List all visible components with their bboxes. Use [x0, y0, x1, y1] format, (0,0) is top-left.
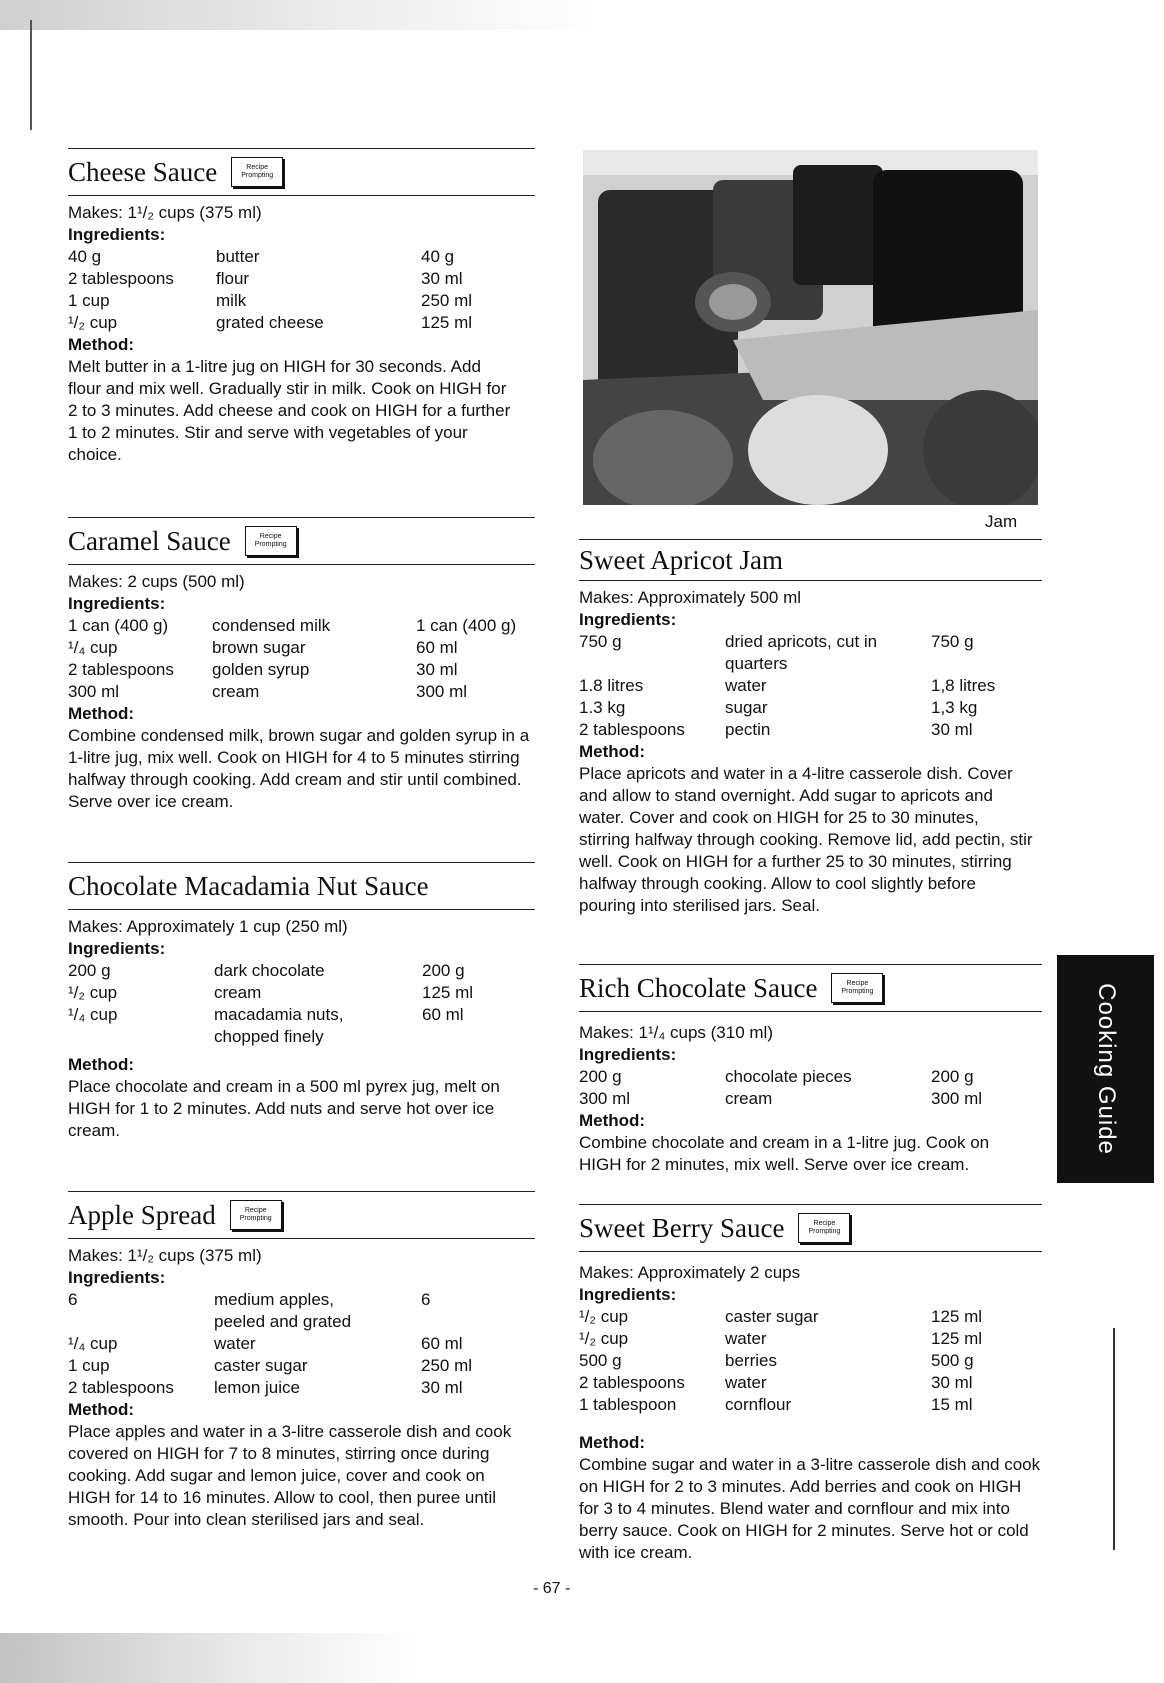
ingredient-name: lemon juice [214, 1378, 300, 1397]
recipe-title: Rich Chocolate Sauce [579, 972, 818, 1003]
ingredient-quantity: 1 can (400 g) [68, 616, 169, 635]
method-text: Combine condensed milk, brown sugar and golden syrup in a 1-litre jug, mix well. Cook on HIGH for 4 to 5 minutes stirring halfway through cooking. Add cream and stir until combined. Serve over ice cream. [68, 726, 530, 811]
recipe-sweet-apricot-jam [579, 539, 1042, 917]
ingredient-metric: 30 ml [931, 720, 973, 739]
ingredient-name: butter [216, 247, 260, 266]
makes-text: Makes: 1¹/₂ cups (375 ml) [68, 1246, 262, 1265]
ingredient-name: brown sugar [212, 638, 306, 657]
method-label: Method: [68, 1400, 135, 1419]
scan-shadow-top [0, 0, 600, 30]
makes-text: Makes: Approximately 2 cups [579, 1263, 801, 1282]
ingredient-name: water [725, 1373, 767, 1392]
jam-photo-illustration [583, 150, 1038, 505]
ingredient-quantity [579, 653, 725, 675]
ingredient-metric: 300 ml [931, 1089, 983, 1108]
method-label: Method: [68, 704, 135, 723]
method-text: Combine sugar and water in a 3-litre casserole dish and cook on HIGH for 2 to 3 minutes. Add berries and cook on HIGH for 3 to 4 minutes. Blend water and cornflour and mix into berry sauce. Cook on HIGH for 2 minutes. Serve hot or cold with ice cream. [579, 1455, 1041, 1562]
ingredient-metric: 1 can (400 g) [416, 616, 517, 635]
makes-text: Makes: 1¹/₂ cups (375 ml) [68, 203, 262, 222]
recipe-title: Sweet Apricot Jam [579, 544, 783, 575]
ingredients-table [68, 615, 535, 703]
ingredients-table [579, 1066, 1042, 1110]
ingredient-metric [421, 1311, 521, 1333]
ingredient-quantity: 1 cup [68, 291, 110, 310]
ingredient-quantity: 1 cup [68, 1356, 110, 1375]
ingredient-metric: 125 ml [422, 983, 474, 1002]
ingredient-metric: 60 ml [421, 1334, 463, 1353]
recipe-rich-chocolate-sauce [579, 964, 1042, 1176]
ingredient-quantity: 500 g [579, 1351, 622, 1370]
ingredient-name: grated cheese [216, 313, 324, 332]
margin-line [1113, 1328, 1115, 1550]
recipe-prompting-icon: Recipe Prompting [230, 1200, 282, 1230]
ingredient-metric: 30 ml [931, 1373, 973, 1392]
ingredient-name: dark chocolate [214, 961, 325, 980]
ingredient-metric: 1,8 litres [931, 676, 996, 695]
recipe-sweet-berry-sauce [579, 1204, 1042, 1564]
ingredient-name: cream [214, 983, 262, 1002]
ingredient-quantity: 2 tablespoons [68, 1378, 174, 1397]
ingredient-metric: 125 ml [931, 1307, 983, 1326]
ingredients-table [579, 631, 1042, 741]
ingredients-label: Ingredients: [68, 1268, 166, 1287]
ingredient-metric: 60 ml [422, 1005, 464, 1024]
ingredient-quantity: ¹/₄ cup [68, 638, 118, 657]
method-label: Method: [579, 1433, 646, 1452]
ingredient-metric: 6 [421, 1290, 431, 1309]
ingredient-name: golden syrup [212, 660, 310, 679]
recipe-chocolate-macadamia [68, 862, 535, 1142]
ingredient-quantity: ¹/₂ cup [579, 1329, 629, 1348]
ingredient-metric: 250 ml [421, 1356, 473, 1375]
ingredients-table [579, 1306, 1042, 1416]
ingredient-quantity: 40 g [68, 247, 102, 266]
ingredient-name: sugar [725, 698, 768, 717]
ingredient-name: dried apricots, cut in [725, 632, 878, 651]
recipe-title: Apple Spread [68, 1199, 216, 1230]
ingredient-name: chopped finely [214, 1027, 324, 1046]
recipe-header [579, 965, 1042, 1012]
ingredient-metric: 60 ml [416, 638, 458, 657]
ingredients-table [68, 246, 535, 334]
ingredients-table [68, 960, 535, 1048]
ingredient-quantity: 1 tablespoon [579, 1395, 677, 1414]
recipe-prompting-icon: Recipe Prompting [831, 973, 883, 1003]
ingredient-metric: 30 ml [421, 1378, 463, 1397]
ingredient-metric: 15 ml [931, 1395, 973, 1414]
ingredient-metric [931, 653, 1031, 675]
ingredient-name: water [725, 1329, 767, 1348]
recipe-header [68, 1192, 535, 1239]
recipe-caramel-sauce [68, 517, 535, 813]
recipe-prompting-icon: Recipe Prompting [798, 1213, 850, 1243]
ingredient-name: cream [725, 1089, 773, 1108]
recipe-title: Caramel Sauce [68, 525, 231, 556]
ingredient-metric: 30 ml [421, 269, 463, 288]
ingredient-metric: 40 g [421, 247, 455, 266]
ingredients-label: Ingredients: [579, 1045, 677, 1064]
ingredient-name: medium apples, [214, 1290, 335, 1309]
ingredients-label: Ingredients: [68, 225, 166, 244]
ingredient-quantity: 300 ml [579, 1089, 631, 1108]
ingredient-metric: 30 ml [416, 660, 458, 679]
ingredient-name: caster sugar [725, 1307, 819, 1326]
ingredient-quantity [68, 1026, 214, 1048]
ingredient-name: quarters [725, 654, 788, 673]
recipe-title: Chocolate Macadamia Nut Sauce [68, 870, 429, 901]
ingredient-quantity: 2 tablespoons [579, 1373, 685, 1392]
ingredient-name: cream [212, 682, 260, 701]
ingredient-name: milk [216, 291, 247, 310]
ingredient-metric: 125 ml [421, 313, 473, 332]
method-text: Place apricots and water in a 4-litre casserole dish. Cover and allow to stand overnight. Add sugar to apricots and water. Cover and cook on HIGH for 25 to 30 minutes, stirring halfway through cooking. Remove lid, add pectin, stir well. Cook on HIGH for a further 25 to 30 minutes, stirring halfway through cooking. Allow to cool slightly before pouring into sterilised jars. Seal. [579, 764, 1033, 915]
scan-edge-left [30, 20, 32, 130]
method-text: Place chocolate and cream in a 500 ml pyrex jug, melt on HIGH for 1 to 2 minutes. Add nuts and serve hot over ice cream. [68, 1077, 500, 1140]
ingredient-name: flour [216, 269, 250, 288]
ingredient-metric: 200 g [422, 961, 465, 980]
ingredient-quantity: 2 tablespoons [579, 720, 685, 739]
ingredient-quantity: 2 tablespoons [68, 660, 174, 679]
method-text: Melt butter in a 1-litre jug on HIGH for 30 seconds. Add flour and mix well. Gradually stir in milk. Cook on HIGH for 2 to 3 minutes. Add cheese and cook on HIGH for a further 1 to 2 minutes. Stir and serve with vegetables of your choice. [68, 357, 511, 464]
ingredient-metric: 750 g [931, 632, 974, 651]
ingredient-metric: 1,3 kg [931, 698, 978, 717]
ingredient-name: peeled and grated [214, 1312, 352, 1331]
ingredient-quantity: 2 tablespoons [68, 269, 174, 288]
ingredient-name: pectin [725, 720, 771, 739]
photo-caption: Jam [985, 512, 1018, 531]
ingredient-name: macadamia nuts, [214, 1005, 344, 1024]
page-number: - 67 - [533, 1580, 571, 1597]
method-label: Method: [68, 1055, 135, 1074]
method-label: Method: [68, 335, 135, 354]
recipe-title: Sweet Berry Sauce [579, 1212, 785, 1243]
recipe-header [579, 540, 1042, 581]
cooking-guide-tab: Cooking Guide [1057, 955, 1154, 1183]
ingredient-quantity: 300 ml [68, 682, 120, 701]
recipe-prompting-icon: Recipe Prompting [245, 526, 297, 556]
ingredient-metric [422, 1026, 522, 1048]
makes-text: Makes: Approximately 500 ml [579, 588, 802, 607]
ingredient-metric: 200 g [931, 1067, 974, 1086]
ingredient-name: condensed milk [212, 616, 331, 635]
method-label: Method: [579, 742, 646, 761]
ingredient-metric: 500 g [931, 1351, 974, 1370]
ingredient-metric: 250 ml [421, 291, 473, 310]
ingredient-quantity [68, 1311, 214, 1333]
ingredient-metric: 300 ml [416, 682, 468, 701]
ingredient-quantity: ¹/₄ cup [68, 1005, 118, 1024]
ingredient-metric: 125 ml [931, 1329, 983, 1348]
ingredient-quantity: ¹/₂ cup [68, 983, 118, 1002]
ingredients-table [68, 1289, 535, 1399]
ingredients-label: Ingredients: [68, 594, 166, 613]
recipe-prompting-icon: Recipe Prompting [231, 157, 283, 187]
ingredient-quantity: 1.3 kg [579, 698, 626, 717]
ingredient-name: berries [725, 1351, 777, 1370]
ingredient-quantity: 200 g [579, 1067, 622, 1086]
jam-photo [583, 150, 1038, 505]
ingredient-quantity: ¹/₄ cup [68, 1334, 118, 1353]
recipe-cheese-sauce [68, 148, 535, 466]
method-label: Method: [579, 1111, 646, 1130]
makes-text: Makes: Approximately 1 cup (250 ml) [68, 917, 348, 936]
ingredient-quantity: 1.8 litres [579, 676, 644, 695]
recipe-apple-spread [68, 1191, 535, 1531]
ingredients-label: Ingredients: [579, 610, 677, 629]
ingredient-name: water [725, 676, 767, 695]
method-text: Place apples and water in a 3-litre casserole dish and cook covered on HIGH for 7 to 8 minutes, stirring once during cooking. Add sugar and lemon juice, cover and cook on HIGH for 14 to 16 minutes. Allow to cool, then puree until smooth. Pour into clean sterilised jars and seal. [68, 1422, 512, 1529]
recipe-header [579, 1205, 1042, 1252]
scan-shadow-bottom [0, 1633, 420, 1683]
ingredient-quantity: 6 [68, 1290, 78, 1309]
ingredient-name: water [214, 1334, 256, 1353]
recipe-header [68, 518, 535, 565]
makes-text: Makes: 2 cups (500 ml) [68, 572, 245, 591]
ingredient-quantity: ¹/₂ cup [579, 1307, 629, 1326]
recipe-title: Cheese Sauce [68, 156, 218, 187]
ingredients-label: Ingredients: [68, 939, 166, 958]
method-text: Combine chocolate and cream in a 1-litre jug. Cook on HIGH for 2 minutes, mix well. Serve over ice cream. [579, 1133, 990, 1174]
ingredient-quantity: 750 g [579, 632, 622, 651]
recipe-header [68, 863, 535, 910]
ingredient-name: caster sugar [214, 1356, 308, 1375]
ingredient-quantity: ¹/₂ cup [68, 313, 118, 332]
recipe-header [68, 149, 535, 196]
ingredient-name: chocolate pieces [725, 1067, 852, 1086]
ingredients-label: Ingredients: [579, 1285, 677, 1304]
ingredient-quantity: 200 g [68, 961, 111, 980]
makes-text: Makes: 1¹/₄ cups (310 ml) [579, 1023, 773, 1042]
ingredient-name: cornflour [725, 1395, 792, 1414]
